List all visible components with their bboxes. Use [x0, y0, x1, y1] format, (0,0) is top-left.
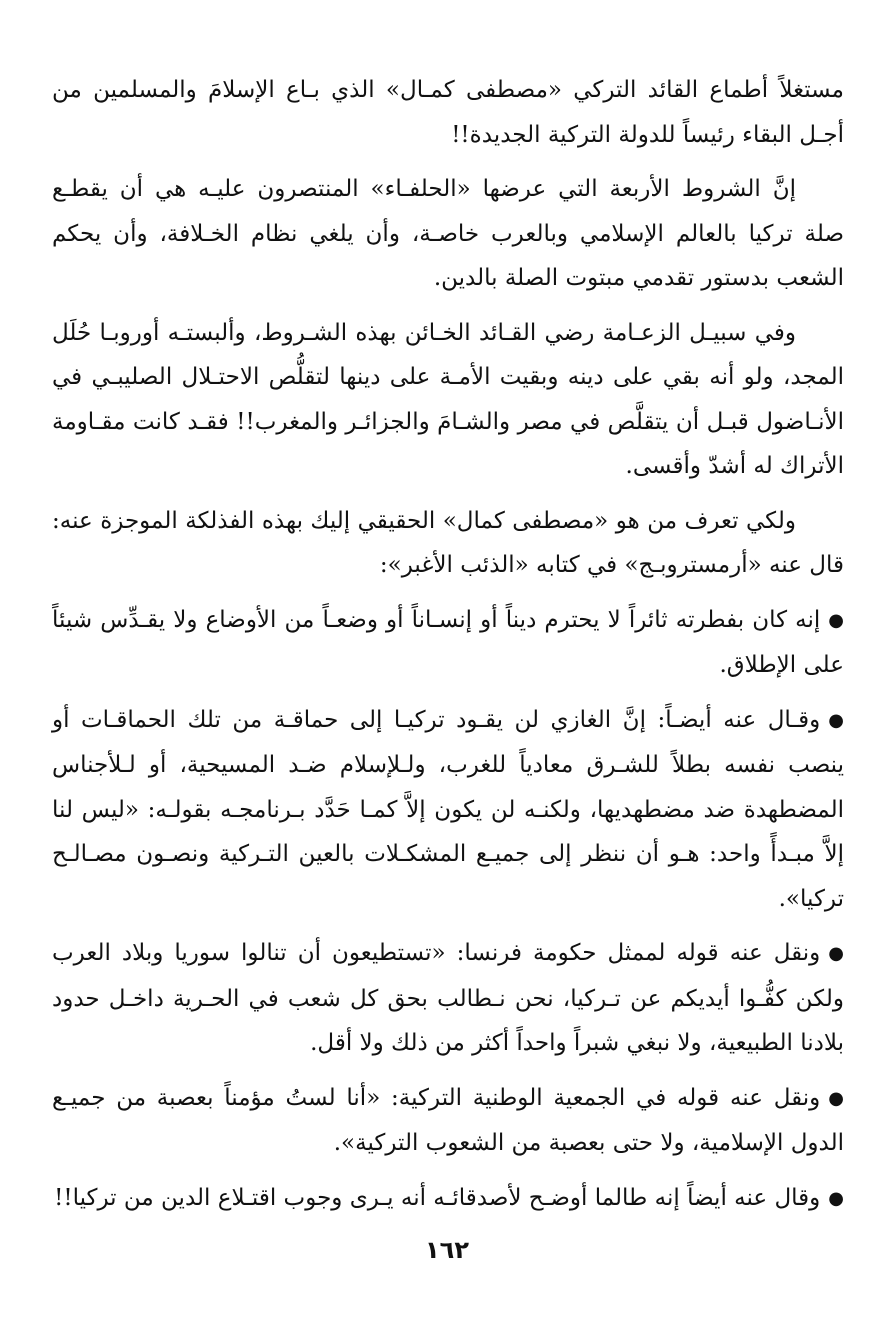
paragraph-text: ولكي تعرف من هو «مصطفى كمال» الحقيقي إليك بهذه الفذلكة الموجزة عنه: قال عنه «أرمستروبـج» في كتابه «الذئب الأغبر»: [52, 507, 844, 578]
paragraph-text: مستغلاً أطماع القائد التركي «مصطفى كمـال» الذي بـاع الإسلامَ والمسلمين من أجـل البقاء رئيساً للدولة التركية الجديدة!! [52, 77, 844, 148]
bullet-icon: ● [828, 1087, 844, 1109]
bullet-paragraph [52, 698, 844, 922]
bullet-paragraph [52, 1076, 844, 1166]
paragraph [52, 499, 844, 588]
paragraph-text: ونقل عنه قوله في الجمعية الوطنية التركية: «أنا لستُ مؤمناً بعصبة من جميـع الدول الإسلامية، ولا حتى بعصبة من الشعوب التركية». [52, 1084, 844, 1156]
paragraph-text: ونقل عنه قوله لممثل حكومة فرنسا: «تستطيعون أن تنالوا سوريا وبلاد العرب ولكن كفُّـوا أيديكم عن تـركيا، نحن نـطالب بحق كل شعب في الحـرية داخـل حدود بلادنا الطبيعية، ولا نبغي شبراً واحداً أكثر من ذلك ولا أقل. [52, 940, 844, 1056]
paragraph-text: إنَّ الشروط الأربعة التي عرضها «الحلفـاء» المنتصرون عليـه هي أن يقطـع صلة تركيا بالعالم الإسلامي وبالعرب خاصـة، وأن يلغي نظام الخـلافة، وأن يحكم الشعب بدستور تقدمي مبتوت الصلة بالدين. [52, 176, 844, 291]
page-number: ١٦٢ [425, 1236, 469, 1264]
paragraph [52, 311, 844, 489]
bullet-icon: ● [828, 1187, 844, 1209]
bullet-paragraph [52, 598, 844, 688]
bullet-icon: ● [828, 709, 844, 731]
paragraph-text: وقـال عنه أيضـاً: إنَّ الغازي لن يقـود تركيـا إلى حماقـة من تلك الحماقـات أو ينصب نفسه بطلاً للشـرق معادياً للغرب، ولـلإسلام ضـد المسيحية، أو لـلأجناس المضطهدة ضد مضطهديها، ولكنـه لن يكون إلاَّ كمـا حَدَّد بـرنامجـه بقولـه: «ليس لنا إلاَّ مبـدأً واحد: هـو أن ننظر إلى جميـع المشكـلات بالعين التـركية ونصـون مصـالـح تركيا». [52, 706, 844, 912]
page-body [52, 68, 844, 1231]
bullet-icon: ● [828, 609, 844, 631]
paragraph-text: وقال عنه أيضاً إنه طالما أوضـح لأصدقائـه أنه يـرى وجوب اقتـلاع الدين من تركيا!! [54, 1184, 821, 1211]
paragraph-text: إنه كان بفطرته ثائراً لا يحترم ديناً أو إنسـاناً أو وضعـاً من الأوضاع ولا يقـدِّس شيئاً على الإطلاق. [52, 606, 844, 678]
bullet-paragraph [52, 1176, 844, 1222]
paragraph [52, 68, 844, 157]
bullet-paragraph [52, 931, 844, 1066]
bullet-icon: ● [828, 943, 844, 964]
paragraph-text: وفي سبيـل الزعـامة رضي القـائد الخـائن بهذه الشـروط، وألبستـه أوروبـا حُلَل المجد، ولو أنه بقي على دينه وبقيت الأمـة على دينها لتقلُّص الاحتـلال الصليبـي في الأنـاضول قبـل أن يتقلَّص في مصر والشـامَ والجزائـر والمغرب!! فقـد كانت مقـاومة الأتراك له أشدّ وأقسى. [52, 319, 844, 479]
paragraph [52, 167, 844, 301]
